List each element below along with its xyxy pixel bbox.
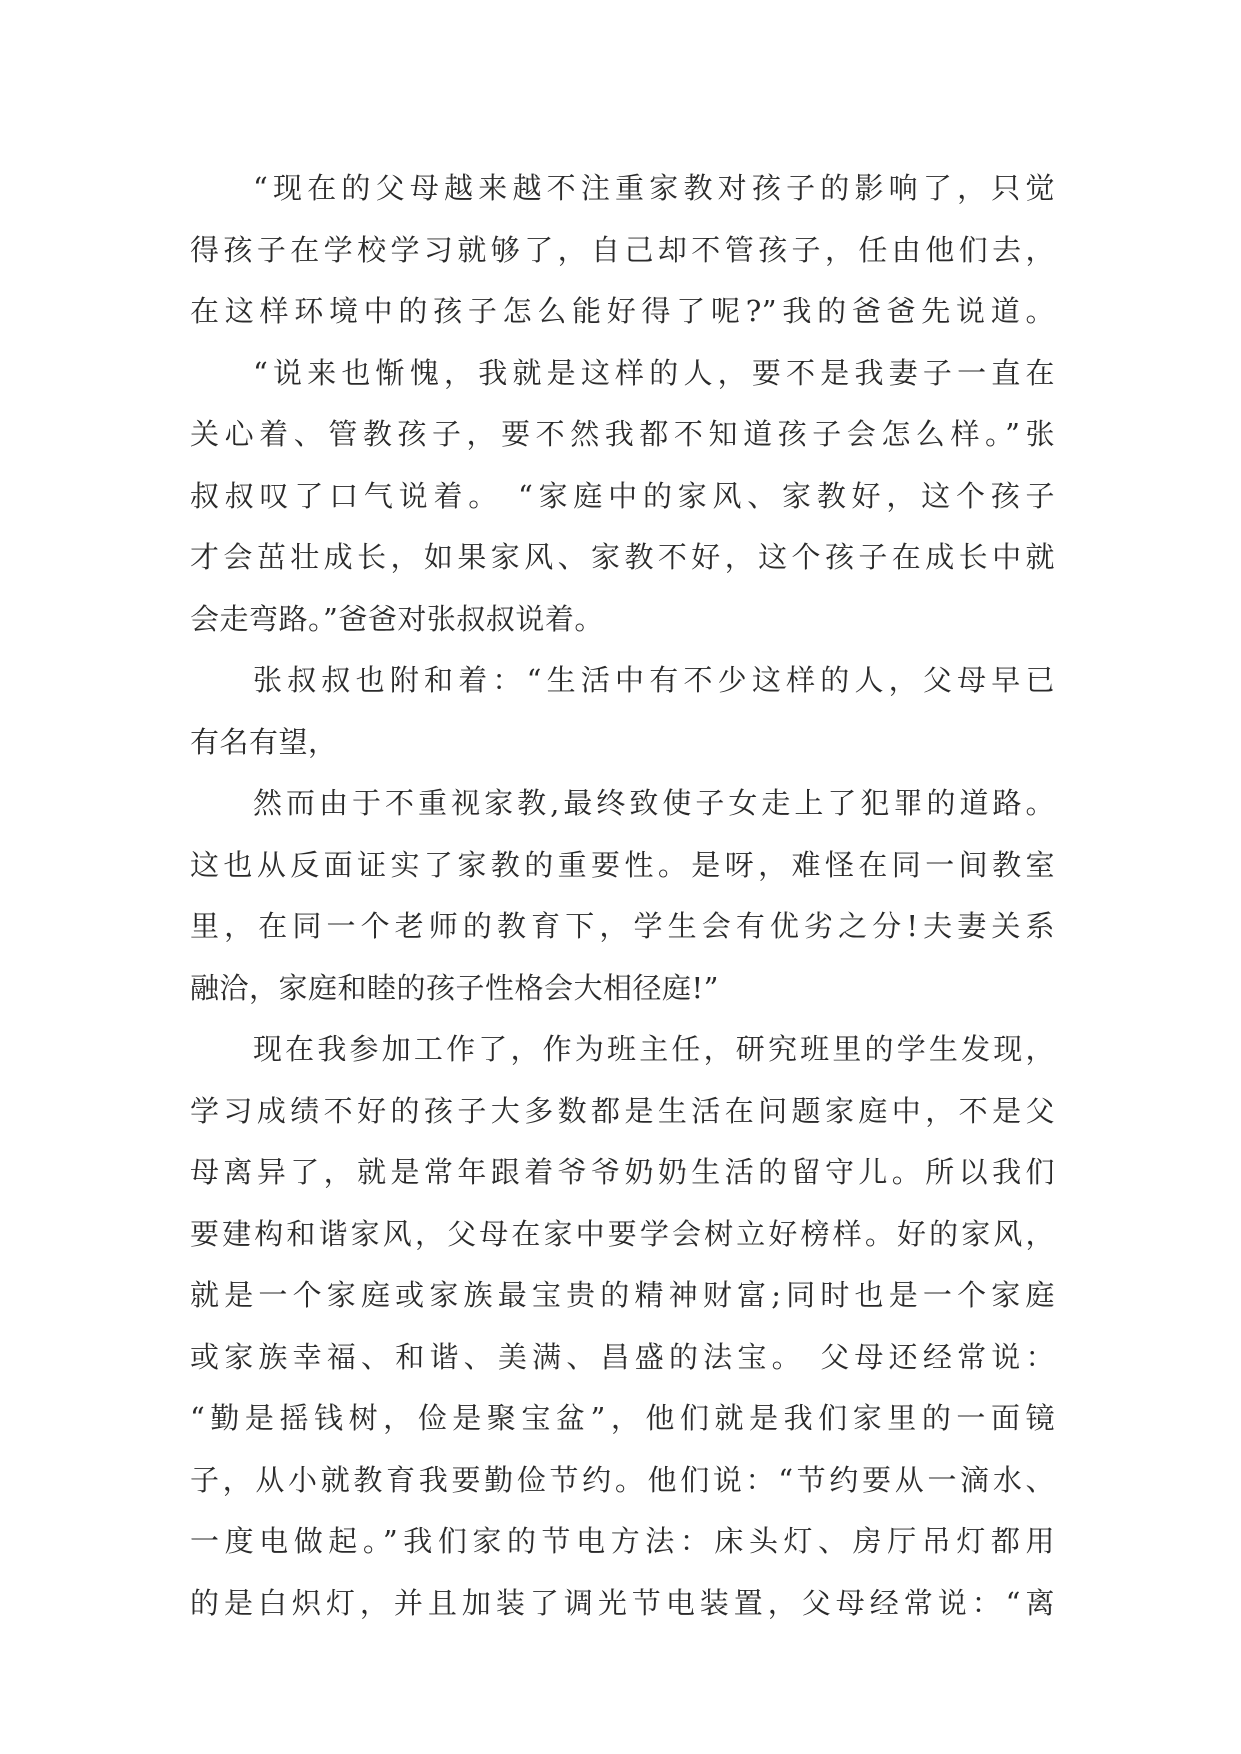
text-line: 才会茁壮成长，如果家风、家教不好，这个孩子在成长中就 [190,540,1055,574]
body-text [190,158,1055,1634]
text-line: 在这样环境中的孩子怎么能好得了呢?”我的爸爸先说道。 [190,294,1055,328]
text-line: “勤是摇钱树，俭是聚宝盆”，他们就是我们家里的一面镜 [190,1401,1055,1435]
text-line: 学习成绩不好的孩子大多数都是生活在问题家庭中，不是父 [190,1093,1055,1128]
text-line: 融洽，家庭和睦的孩子性格会大相径庭!” [190,970,719,1005]
text-line: 现在我参加工作了，作为班主任，研究班里的学生发现， [253,1032,1055,1066]
text-line: 或家族幸福、和谐、美满、昌盛的法宝。 父母还经常说： [190,1339,1055,1374]
text-line: “现在的父母越来越不注重家教对孩子的影响了，只觉 [253,171,1055,205]
text-line: 里，在同一个老师的教育下，学生会有优劣之分!夫妻关系 [190,909,1055,943]
text-line: 会走弯路。”爸爸对张叔叔说着。 [190,601,604,636]
text-line: 关心着、管教孩子，要不然我都不知道孩子会怎么样。”张 [190,417,1055,451]
text-line: 这也从反面证实了家教的重要性。是呀，难怪在同一间教室 [190,847,1055,882]
text-line: 叔叔叹了口气说着。 “家庭中的家风、家教好，这个孩子 [190,478,1055,513]
text-line: 母离异了，就是常年跟着爷爷奶奶生活的留守儿。所以我们 [190,1155,1055,1189]
text-line: 的是白炽灯，并且加装了调光节电装置，父母经常说：“离 [190,1585,1055,1620]
text-line: 一度电做起。”我们家的节电方法：床头灯、房厅吊灯都用 [190,1524,1055,1558]
text-line: 就是一个家庭或家族最宝贵的精神财富;同时也是一个家庭 [190,1278,1055,1312]
text-line: 张叔叔也附和着：“生活中有不少这样的人，父母早已 [253,663,1055,697]
text-line: 有名有望， [190,724,338,759]
text-line: 要建构和谐家风，父母在家中要学会树立好榜样。好的家风， [190,1216,1055,1251]
text-line: “说来也惭愧，我就是这样的人，要不是我妻子一直在 [253,355,1055,390]
text-line: 得孩子在学校学习就够了，自己却不管孩子，任由他们去， [190,232,1055,267]
text-line: 然而由于不重视家教,最终致使子女走上了犯罪的道路。 [253,786,1055,820]
text-line: 子，从小就教育我要勤俭节约。他们说：“节约要从一滴水、 [190,1462,1055,1497]
